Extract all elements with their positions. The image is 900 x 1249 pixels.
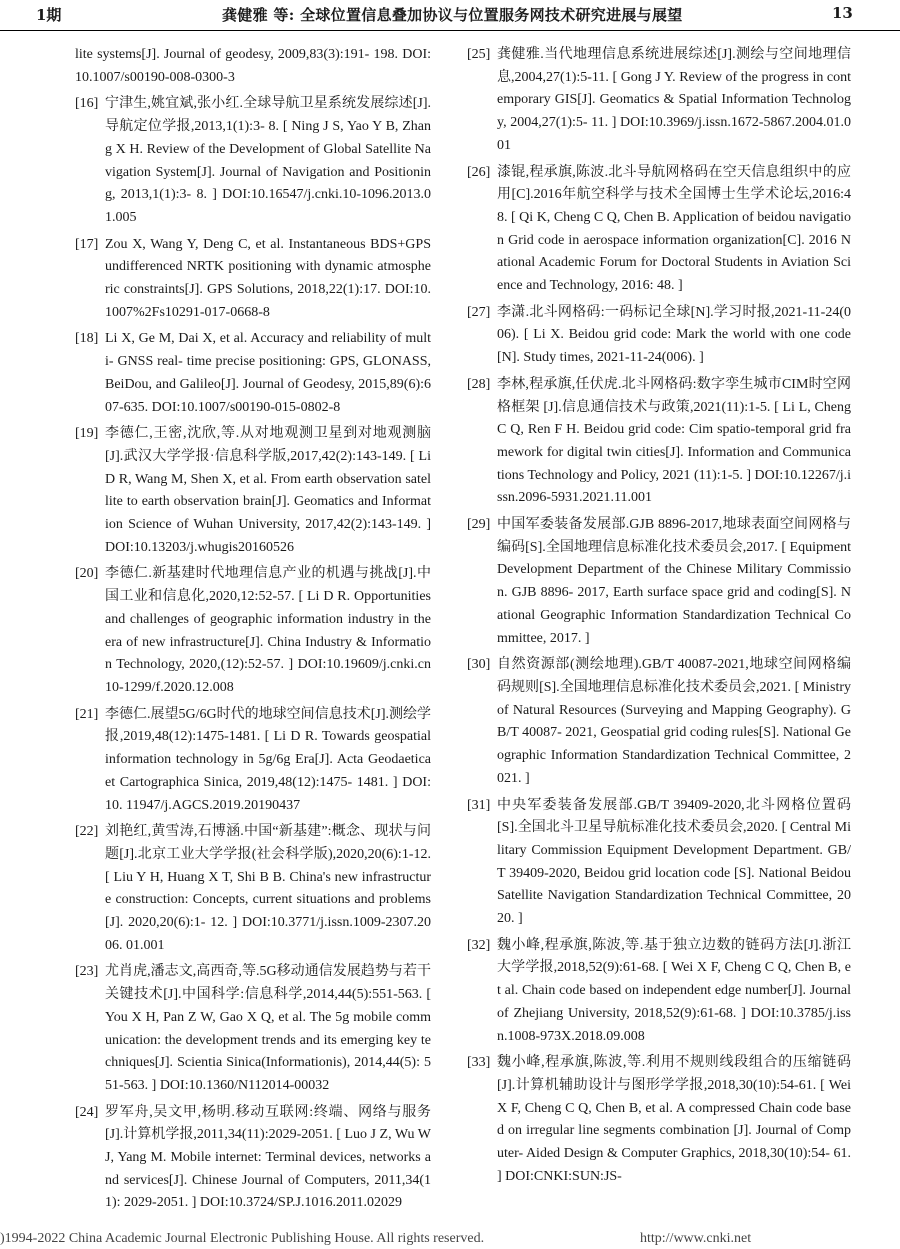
reference-number: [22] [75,824,99,840]
reference-25 [467,44,851,158]
reference-text: 漆锟,程承旗,陈波.北斗导航网格码在空天信息组织中的应用[C].2016年航空科学与技术全国博士生学术论坛,2016:48. [ Qi K, Cheng C Q, Chen B. Application of beidou navigation Grid code in aerospace information organization[C]. 2016 National Academic Forum for Doctoral Students in Aviation Science and Technology, 2016: 48. ] [497,164,851,294]
issue-number: 1期 [36,6,62,24]
right-column [467,44,851,1192]
page-number: 13 [832,4,853,22]
reference-text: 李德仁.展望5G/6G时代的地球空间信息技术[J].测绘学报,2019,48(12):1475-1481. [ Li D R. Towards geospatial information technology in 5g/6g Era[J]. Acta Geodaetica et Cartographica Sinica, 2019,48(12):1475- 1481. ] DOI: 10. 11947/j.AGCS.2019.20190437 [105,706,431,813]
reference-continuation [75,44,431,89]
reference-text: 尤肖虎,潘志文,高西奇,等.5G移动通信发展趋势与若干关键技术[J].中国科学:信息科学,2014,44(5):551-563. [ You X H, Pan Z W, Gao X Q, et al. The 5g mobile communication: the development trends and its emerging key techniques[J]. Scientia Sinica(Informationis), 2014,44(5): 551-563. ] DOI:10.1360/N112014-00032 [105,964,431,1093]
reference-text: 刘艳红,黄雪涛,石博涵.中国“新基建”:概念、现状与问题[J].北京工业大学学报(社会科学版),2020,20(6):1-12. [ Liu Y H, Huang X T, Shi B B. China's new infrastructure construction: Concepts, current situations and problems[J]. 2020,20(6):1- 12. ] DOI:10.3771/j.issn.1009-2307.2006. 01.001 [105,824,431,953]
reference-23 [75,961,431,1097]
reference-text: 魏小峰,程承旗,陈波,等.基于独立边数的链码方法[J].浙江大学学报,2018,52(9):61-68. [ Wei X F, Cheng C Q, Chen B, et al. Chain code based on independent edge number[J]. Journal of Zhejiang University, 2018,52(9):61-68. ] DOI:10.3785/j.issn.1008-973X.2018.09.008 [497,937,851,1044]
reference-18 [75,328,431,419]
reference-number: [24] [75,1104,99,1120]
reference-number: [28] [467,376,491,392]
reference-text: 李德仁,王密,沈欣,等.从对地观测卫星到对地观测脑[J].武汉大学学报·信息科学版,2017,42(2):143-149. [ Li D R, Wang M, Shen X, et al. From earth observation satellite to earth observation brain[J]. Geomatics and Information Science of Wuhan University, 2017,42(2):143-149. ] DOI:10.13203/j.whugis20160526 [105,426,431,555]
reference-number: [17] [75,236,99,252]
reference-number: [26] [467,164,491,180]
reference-text: 自然资源部(测绘地理).GB/T 40087-2021,地球空间网格编码规则[S].全国地理信息标准化技术委员会,2021. [ Ministry of Natural Resources (Surveying and Mapping Geography). GB/T 40087- 2021, Geospatial grid coding rules[S]. National Geographic Information Standardization Technical Committee, 2021. ] [497,657,851,786]
reference-20 [75,563,431,699]
reference-text: 中央军委装备发展部.GB/T 39409-2020,北斗网格位置码[S].全国北斗卫星导航标准化技术委员会,2020. [ Central Military Commission Equipment Development Department. GB/T 39409-2020, Beidou grid location code [S]. National Beidou Satellite Navigation Standardization Technical Committee, 2020. ] [497,797,851,927]
reference-text: Li X, Ge M, Dai X, et al. Accuracy and reliability of multi- GNSS real- time precise positioning: GPS, GLONASS, BeiDou, and Galileo[J]. Journal of Geodesy, 2015,89(6):607-635. DOI:10.1007/s00190-015-0802-8 [105,331,431,415]
reference-text: 宁津生,姚宜斌,张小红.全球导航卫星系统发展综述[J].导航定位学报,2013,1(1):3- 8. [ Ning J S, Yao Y B, Zhang X H. Review of the Development of Global Satellite Navigation System[J]. Journal of Navigation and Positioning, 2013,1(1):3- 8. ] DOI:10.16547/j.cnki.10-1096.2013.01.005 [105,96,431,225]
reference-26 [467,162,851,298]
reference-number: [33] [467,1055,491,1071]
reference-text: 龚健雅.当代地理信息系统进展综述[J].测绘与空间地理信息,2004,27(1):5-11. [ Gong J Y. Review of the progress in contemporary GIS[J]. Geomatics & Spatial Information Technology, 2004,27(1):5- 11. ] DOI:10.3969/j.issn.1672-5867.2004.01.001 [497,47,851,153]
running-header [0,0,900,31]
cnki-link[interactable]: http://www.cnki.net [640,1231,752,1246]
reference-number: [29] [467,517,491,533]
reference-number: [21] [75,706,99,722]
reference-30 [467,654,851,790]
reference-text: 罗军舟,吴文甲,杨明.移动互联网:终端、网络与服务[J].计算机学报,2011,34(11):2029-2051. [ Luo J Z, Wu W J, Yang M. Mobile internet: Terminal devices, networks and services[J]. Chinese Journal of Computers, 2011,34(11): 2029-2051. ] DOI:10.3724/SP.J.1016.2011.02029 [105,1104,431,1211]
reference-number: [32] [467,937,491,953]
reference-number: [25] [467,47,491,62]
reference-29 [467,514,851,650]
running-title: 龚健雅 等: 全球位置信息叠加协议与位置服务网技术研究进展与展望 [222,6,683,24]
reference-number: [31] [467,797,491,813]
reference-text: 李德仁.新基建时代地理信息产业的机遇与挑战[J].中国工业和信息化,2020,12:52-57. [ Li D R. Opportunities and challenges of geographic information industry in the era of new infrastructure[J]. China Industry & Information Technology, 2020,(12):52-57. ] DOI:10.19609/j.cnki.cn10-1299/f.2020.12.008 [105,566,431,695]
reference-21 [75,704,431,818]
reference-number: [19] [75,426,99,442]
reference-33 [467,1052,851,1188]
reference-19 [75,423,431,559]
reference-number: [27] [467,304,491,320]
copyright-notice: )1994-2022 China Academic Journal Electronic Publishing House. All rights reserved. [0,1231,485,1246]
reference-31 [467,795,851,931]
reference-text: lite systems[J]. Journal of geodesy, 2009,83(3):191- 198. DOI:10.1007/s00190-008-0300-3 [75,47,431,85]
reference-number: [18] [75,331,99,347]
reference-32 [467,935,851,1049]
reference-number: [30] [467,657,491,673]
reference-22 [75,821,431,957]
reference-number: [20] [75,566,99,582]
reference-text: 魏小峰,程承旗,陈波,等.利用不规则线段组合的压缩链码[J].计算机辅助设计与图形学学报,2018,30(10):54-61. [ Wei X F, Cheng C Q, Chen B, et al. A compressed Chain code based on irregular line segments combination [J]. Journal of Computer- Aided Design & Computer Graphics, 2018,30(10):54- 61. ] DOI:CNKI:SUN:JS- [497,1055,851,1184]
reference-16 [75,93,431,229]
reference-number: [16] [75,96,99,112]
reference-24 [75,1102,431,1216]
reference-number: [23] [75,964,99,980]
reference-28 [467,374,851,510]
left-column [75,44,431,1219]
reference-27 [467,302,851,370]
reference-text: 中国军委装备发展部.GJB 8896-2017,地球表面空间网格与编码[S].全国地理信息标准化技术委员会,2017. [ Equipment Development Department of the Chinese Military Commission. GJB 8896- 2017, Earth surface space grid and coding[S]. National Geographic Information Standardization Technical Committee, 2017. ] [497,517,851,646]
copyright-footer [0,1227,900,1249]
reference-text: 李林,程承旗,任伏虎.北斗网格码:数字孪生城市CIM时空网格框架 [J].信息通信技术与政策,2021(11):1-5. [ Li L, Cheng C Q, Ren F H. Beidou grid code: Cim spatio-temporal grid framework for digital twin cities[J]. Information and Communications Technology and Policy, 2021 (11):1-5. ] DOI:10.12267/j.issn.2096-5931.2021.11.001 [497,376,851,506]
reference-17 [75,234,431,325]
reference-text: 李潇.北斗网格码:一码标记全球[N].学习时报,2021-11-24(006). [ Li X. Beidou grid code: Mark the world with one code[N]. Study times, 2021-11-24(006). ] [497,304,851,366]
reference-text: Zou X, Wang Y, Deng C, et al. Instantaneous BDS+GPS undifferenced NRTK positioning with dynamic atmospheric constraints[J]. GPS Solutions, 2018,22(1):17. DOI:10.1007%2Fs10291-017-0668-8 [105,236,431,320]
